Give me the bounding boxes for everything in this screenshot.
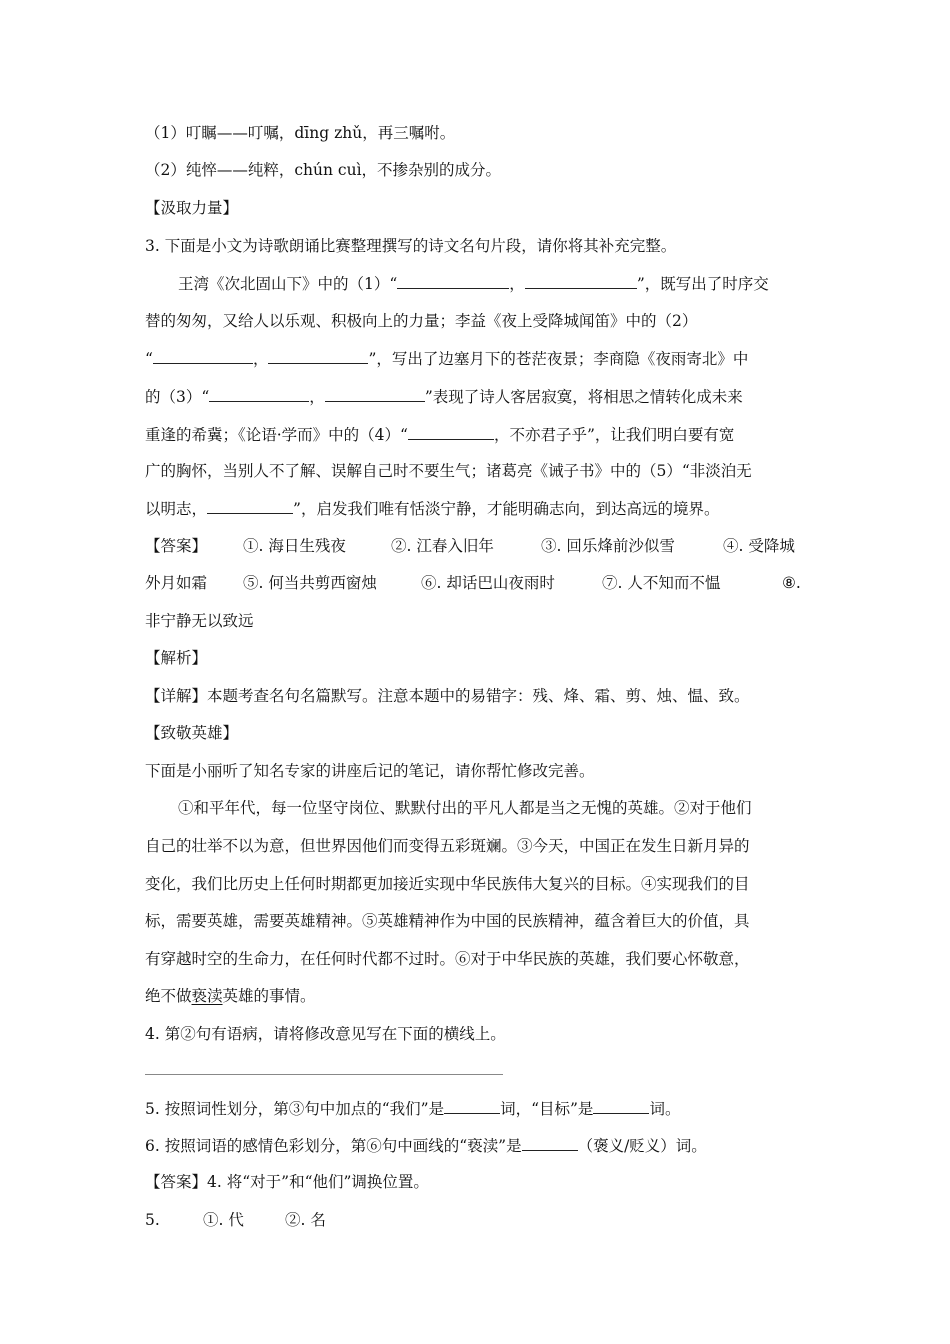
blank [207, 498, 293, 514]
poem-line-6: 广的胸怀，当别人不了解、误解自己时不要生气；诸葛亮《诫子书》中的（5）“非淡泊无 [145, 462, 752, 480]
poem-text: ”，既写出了时序交 [636, 275, 769, 293]
poem-text: 重逢的希冀；《论语·学而》中的（4）“ [145, 426, 408, 444]
answer-row-1 [145, 536, 795, 556]
poem-line-5 [145, 424, 734, 445]
answer-6: ⑥. 却话巴山夜雨时 [421, 574, 555, 592]
answer-5: ⑤. 何当共剪西窗烛 [243, 574, 377, 592]
poem-line-3 [145, 348, 748, 369]
underlined-word: 亵渎 [191, 987, 223, 1005]
section-heading-heroes: 【致敬英雄】 [145, 724, 239, 742]
blank [268, 348, 368, 364]
answer-4-5: 【答案】4. 将“对于”和“他们”调换位置。 [145, 1173, 429, 1191]
poem-line-7 [145, 498, 719, 519]
blank [397, 273, 509, 289]
poem-line-2: 替的匆匆，又给人以乐观、积极向上的力量；李益《夜上受降城闻笛》中的（2） [145, 312, 698, 330]
vocab-note-1: （1）叮瞩——叮嘱，dīng zhǔ，再三嘱咐。 [145, 124, 456, 142]
poem-line-1 [178, 273, 769, 294]
answer-2: ②. 江春入旧年 [391, 537, 494, 555]
answer-label: 【答案】 [145, 537, 208, 555]
poem-text: 王湾《次北固山下》中的（1）“ [178, 275, 398, 293]
answer-4: ④. 受降城 [723, 537, 795, 555]
notes-line-2: 自己的壮举不以为意，但世界因他们而变得五彩斑斓。③今天，中国正在发生日新月异的 [145, 837, 750, 855]
poem-text: ”，启发我们唯有恬淡宁静，才能明确志向，到达高远的境界。 [293, 500, 720, 518]
notes-line-4: 标，需要英雄，需要英雄精神。⑤英雄精神作为中国的民族精神，蕴含着巨大的价值，具 [145, 912, 750, 930]
blank [444, 1098, 500, 1114]
blank [522, 1135, 578, 1151]
answer-3: ③. 回乐烽前沙似雪 [541, 537, 675, 555]
poem-text: 的（3）“ [145, 388, 210, 406]
blank [593, 1098, 649, 1114]
answer-1: ①. 海日生残夜 [243, 537, 346, 555]
blank [525, 273, 637, 289]
vocab-note-2: （2）纯悴——纯粹，chún cuì，不掺杂别的成分。 [145, 161, 502, 179]
answer-5-2: ②. 名 [285, 1211, 326, 1229]
poem-text: ”表现了诗人客居寂寞，将相思之情转化成未来 [424, 388, 743, 406]
answer-line [145, 1074, 503, 1075]
question-4: 4. 第②句有语病，请将修改意见写在下面的横线上。 [145, 1025, 506, 1043]
analysis-heading: 【解析】 [145, 649, 208, 667]
answer-num: 5. [145, 1211, 160, 1229]
comma: ， [252, 350, 269, 368]
notes-line-6 [145, 986, 316, 1006]
answer-8-cont: 非宁静无以致远 [145, 612, 254, 630]
comma: ， [309, 388, 325, 406]
notes-line-5: 有穿越时空的生命力，在任何时代都不过时。⑥对于中华民族的英雄，我们要心怀敬意， [145, 950, 750, 968]
notes-text: 英雄的事情。 [222, 987, 316, 1005]
answer-7: ⑦. 人不知而不愠 [602, 574, 721, 592]
answer-row-2 [145, 573, 801, 593]
detail-explanation: 【详解】本题考查名句名篇默写。注意本题中的易错字：残、烽、霜、剪、烛、愠、致。 [145, 687, 750, 705]
notes-line-1: ①和平年代，每一位坚守岗位、默默付出的平凡人都是当之无愧的英雄。②对于他们 [178, 799, 752, 817]
section-heading-strength: 【汲取力量】 [145, 199, 239, 217]
notes-intro: 下面是小丽听了知名专家的讲座后记的笔记，请你帮忙修改完善。 [145, 762, 595, 780]
question-3: 3. 下面是小文为诗歌朗诵比赛整理撰写的诗文名句片段，请你将其补充完整。 [145, 237, 677, 255]
blank [209, 386, 309, 402]
notes-line-3: 变化，我们比历史上任何时期都更加接近实现中华民族伟大复兴的目标。④实现我们的目 [145, 875, 750, 893]
poem-text: “ [145, 350, 153, 368]
blank [153, 348, 253, 364]
notes-text: 绝不做 [145, 987, 192, 1005]
question-text: 词。 [649, 1100, 681, 1118]
answer-4-cont: 外月如霜 [145, 574, 208, 592]
answer-8: ⑧. [782, 574, 801, 592]
question-6 [145, 1135, 707, 1156]
poem-line-4 [145, 386, 743, 407]
question-text: 5. 按照词性划分，第③句中加点的“我们”是 [145, 1100, 445, 1118]
poem-text: 以明志， [145, 500, 208, 518]
blank [408, 424, 494, 440]
comma: ， [509, 275, 525, 293]
poem-text: ，不亦君子乎”，让我们明白要有宽 [493, 426, 735, 444]
question-5 [145, 1098, 680, 1119]
answer-5-row [145, 1210, 326, 1230]
question-text: 词，“目标”是 [500, 1100, 594, 1118]
blank [325, 386, 425, 402]
poem-text: ”，写出了边塞月下的苍茫夜景；李商隐《夜雨寄北》中 [368, 350, 749, 368]
question-text: 6. 按照词语的感情色彩划分，第⑥句中画线的“亵渎”是 [145, 1137, 522, 1155]
question-text: （褒义/贬义）词。 [577, 1137, 707, 1155]
answer-5-1: ①. 代 [203, 1211, 244, 1229]
